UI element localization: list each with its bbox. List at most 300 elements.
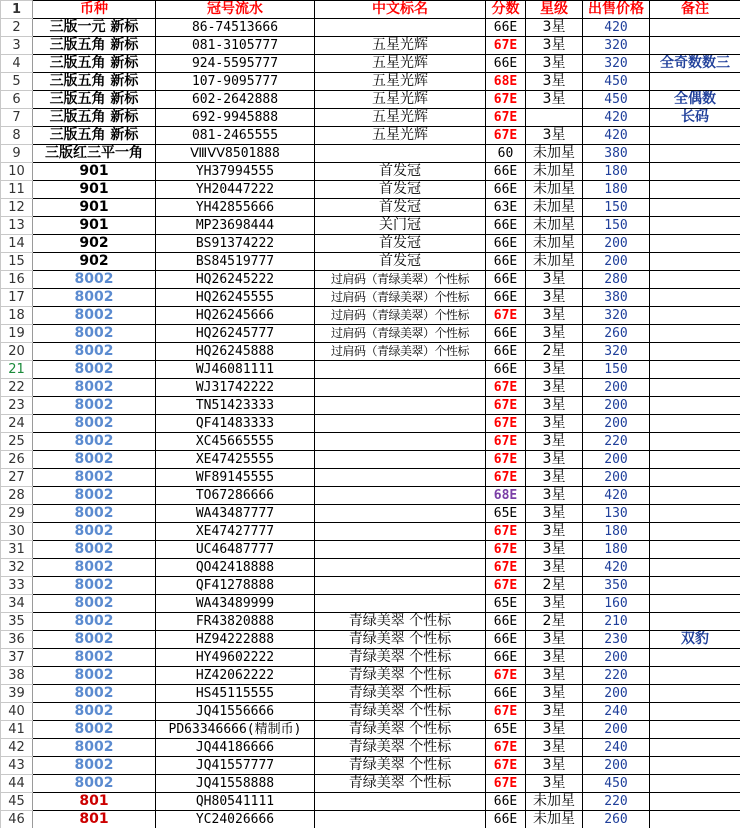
- cell-coin[interactable]: 801: [33, 811, 156, 829]
- row-number[interactable]: 25: [1, 433, 33, 451]
- row-number[interactable]: 29: [1, 505, 33, 523]
- cell-note[interactable]: 双豹: [650, 631, 740, 649]
- cell-price[interactable]: 200: [583, 415, 650, 433]
- row-number[interactable]: 34: [1, 595, 33, 613]
- cell-coin[interactable]: 901: [33, 181, 156, 199]
- cell-coin[interactable]: 8002: [33, 505, 156, 523]
- cell-name[interactable]: 青绿美翠 个性标: [315, 775, 486, 793]
- cell-score[interactable]: 65E: [486, 721, 526, 739]
- cell-price[interactable]: 180: [583, 523, 650, 541]
- cell-price[interactable]: 220: [583, 667, 650, 685]
- cell-star[interactable]: 3星: [526, 505, 583, 523]
- cell-name[interactable]: 青绿美翠 个性标: [315, 757, 486, 775]
- cell-star[interactable]: 未加星: [526, 163, 583, 181]
- cell-name[interactable]: [315, 595, 486, 613]
- cell-score[interactable]: 67E: [486, 433, 526, 451]
- cell-score[interactable]: 67E: [486, 109, 526, 127]
- row-number[interactable]: 27: [1, 469, 33, 487]
- cell-name[interactable]: 五星光辉: [315, 55, 486, 73]
- cell-star[interactable]: 3星: [526, 757, 583, 775]
- cell-name[interactable]: 五星光辉: [315, 109, 486, 127]
- row-number[interactable]: 11: [1, 181, 33, 199]
- cell-star[interactable]: 3星: [526, 289, 583, 307]
- cell-score[interactable]: 67E: [486, 739, 526, 757]
- cell-serial[interactable]: TN51423333: [156, 397, 315, 415]
- cell-coin[interactable]: 801: [33, 793, 156, 811]
- cell-price[interactable]: 150: [583, 217, 650, 235]
- cell-price[interactable]: 200: [583, 649, 650, 667]
- cell-coin[interactable]: 8002: [33, 757, 156, 775]
- cell-note[interactable]: [650, 523, 740, 541]
- cell-star[interactable]: 3星: [526, 721, 583, 739]
- cell-star[interactable]: 未加星: [526, 811, 583, 829]
- cell-price[interactable]: 150: [583, 199, 650, 217]
- cell-name[interactable]: 过肩码（青绿美翠）个性标: [315, 343, 486, 361]
- cell-score[interactable]: 60: [486, 145, 526, 163]
- cell-note[interactable]: 全奇数数三: [650, 55, 740, 73]
- row-number[interactable]: 10: [1, 163, 33, 181]
- cell-name[interactable]: [315, 793, 486, 811]
- cell-price[interactable]: 320: [583, 307, 650, 325]
- cell-star[interactable]: 3星: [526, 379, 583, 397]
- cell-price[interactable]: 200: [583, 451, 650, 469]
- cell-star[interactable]: 未加星: [526, 145, 583, 163]
- cell-name[interactable]: 青绿美翠 个性标: [315, 631, 486, 649]
- cell-price[interactable]: 130: [583, 505, 650, 523]
- cell-price[interactable]: 200: [583, 469, 650, 487]
- cell-star[interactable]: 2星: [526, 343, 583, 361]
- cell-note[interactable]: [650, 37, 740, 55]
- cell-star[interactable]: 3星: [526, 685, 583, 703]
- cell-note[interactable]: [650, 217, 740, 235]
- cell-score[interactable]: 66E: [486, 163, 526, 181]
- cell-name[interactable]: [315, 415, 486, 433]
- cell-serial[interactable]: TO67286666: [156, 487, 315, 505]
- cell-score[interactable]: 66E: [486, 55, 526, 73]
- cell-note[interactable]: [650, 667, 740, 685]
- cell-price[interactable]: 180: [583, 163, 650, 181]
- cell-coin[interactable]: 8002: [33, 685, 156, 703]
- cell-score[interactable]: 63E: [486, 199, 526, 217]
- cell-star[interactable]: 3星: [526, 325, 583, 343]
- cell-price[interactable]: 200: [583, 685, 650, 703]
- cell-serial[interactable]: HQ26245222: [156, 271, 315, 289]
- cell-serial[interactable]: XC45665555: [156, 433, 315, 451]
- cell-serial[interactable]: QO42418888: [156, 559, 315, 577]
- cell-coin[interactable]: 902: [33, 253, 156, 271]
- cell-score[interactable]: 68E: [486, 487, 526, 505]
- row-number[interactable]: 1: [1, 1, 33, 19]
- cell-serial[interactable]: 602-2642888: [156, 91, 315, 109]
- cell-note[interactable]: [650, 559, 740, 577]
- cell-price[interactable]: 420: [583, 127, 650, 145]
- cell-star[interactable]: 未加星: [526, 235, 583, 253]
- cell-note[interactable]: [650, 127, 740, 145]
- cell-price[interactable]: 380: [583, 289, 650, 307]
- header-score[interactable]: 分数: [486, 1, 526, 19]
- cell-serial[interactable]: JQ41558888: [156, 775, 315, 793]
- cell-price[interactable]: 150: [583, 361, 650, 379]
- cell-note[interactable]: [650, 433, 740, 451]
- cell-star[interactable]: 3星: [526, 307, 583, 325]
- cell-name[interactable]: 五星光辉: [315, 37, 486, 55]
- cell-coin[interactable]: 三版五角 新标: [33, 91, 156, 109]
- cell-star[interactable]: 未加星: [526, 199, 583, 217]
- cell-coin[interactable]: 三版五角 新标: [33, 73, 156, 91]
- cell-score[interactable]: 66E: [486, 181, 526, 199]
- header-coin[interactable]: 币种: [33, 1, 156, 19]
- cell-score[interactable]: 66E: [486, 289, 526, 307]
- cell-name[interactable]: [315, 361, 486, 379]
- cell-serial[interactable]: HQ26245888: [156, 343, 315, 361]
- cell-serial[interactable]: WJ46081111: [156, 361, 315, 379]
- cell-note[interactable]: [650, 469, 740, 487]
- cell-price[interactable]: 420: [583, 559, 650, 577]
- cell-name[interactable]: 过肩码（青绿美翠）个性标: [315, 325, 486, 343]
- cell-star[interactable]: 3星: [526, 361, 583, 379]
- cell-note[interactable]: [650, 415, 740, 433]
- cell-coin[interactable]: 8002: [33, 487, 156, 505]
- cell-note[interactable]: [650, 379, 740, 397]
- cell-price[interactable]: 420: [583, 19, 650, 37]
- cell-star[interactable]: 3星: [526, 415, 583, 433]
- cell-price[interactable]: 320: [583, 55, 650, 73]
- cell-coin[interactable]: 8002: [33, 397, 156, 415]
- cell-star[interactable]: 3星: [526, 91, 583, 109]
- row-number[interactable]: 32: [1, 559, 33, 577]
- cell-score[interactable]: 67E: [486, 703, 526, 721]
- cell-serial[interactable]: PD63346666(精制币): [156, 721, 315, 739]
- cell-star[interactable]: 未加星: [526, 253, 583, 271]
- cell-name[interactable]: [315, 469, 486, 487]
- cell-score[interactable]: 66E: [486, 235, 526, 253]
- cell-name[interactable]: 过肩码（青绿美翠）个性标: [315, 307, 486, 325]
- cell-name[interactable]: 青绿美翠 个性标: [315, 721, 486, 739]
- cell-serial[interactable]: YC24026666: [156, 811, 315, 829]
- cell-price[interactable]: 320: [583, 37, 650, 55]
- cell-price[interactable]: 160: [583, 595, 650, 613]
- row-number[interactable]: 46: [1, 811, 33, 829]
- row-number[interactable]: 18: [1, 307, 33, 325]
- cell-coin[interactable]: 8002: [33, 541, 156, 559]
- cell-coin[interactable]: 8002: [33, 379, 156, 397]
- cell-coin[interactable]: 8002: [33, 667, 156, 685]
- cell-price[interactable]: 260: [583, 811, 650, 829]
- cell-price[interactable]: 200: [583, 397, 650, 415]
- cell-serial[interactable]: WF89145555: [156, 469, 315, 487]
- cell-star[interactable]: 3星: [526, 739, 583, 757]
- row-number[interactable]: 8: [1, 127, 33, 145]
- cell-star[interactable]: 3星: [526, 37, 583, 55]
- cell-name[interactable]: 青绿美翠 个性标: [315, 667, 486, 685]
- cell-serial[interactable]: XE47425555: [156, 451, 315, 469]
- cell-star[interactable]: 3星: [526, 595, 583, 613]
- row-number[interactable]: 40: [1, 703, 33, 721]
- cell-name[interactable]: 首发冠: [315, 181, 486, 199]
- cell-coin[interactable]: 8002: [33, 289, 156, 307]
- cell-score[interactable]: 67E: [486, 775, 526, 793]
- cell-score[interactable]: 68E: [486, 73, 526, 91]
- row-number[interactable]: 22: [1, 379, 33, 397]
- cell-score[interactable]: 67E: [486, 577, 526, 595]
- cell-serial[interactable]: JQ41557777: [156, 757, 315, 775]
- cell-coin[interactable]: 8002: [33, 613, 156, 631]
- row-number[interactable]: 39: [1, 685, 33, 703]
- cell-score[interactable]: 67E: [486, 91, 526, 109]
- cell-score[interactable]: 65E: [486, 505, 526, 523]
- cell-score[interactable]: 67E: [486, 667, 526, 685]
- row-number[interactable]: 24: [1, 415, 33, 433]
- cell-note[interactable]: [650, 271, 740, 289]
- row-number[interactable]: 20: [1, 343, 33, 361]
- cell-serial[interactable]: HQ26245777: [156, 325, 315, 343]
- row-number[interactable]: 45: [1, 793, 33, 811]
- cell-name[interactable]: 青绿美翠 个性标: [315, 739, 486, 757]
- row-number[interactable]: 44: [1, 775, 33, 793]
- cell-serial[interactable]: ⅧⅤⅤ8501888: [156, 145, 315, 163]
- cell-score[interactable]: 67E: [486, 541, 526, 559]
- cell-serial[interactable]: XE47427777: [156, 523, 315, 541]
- cell-name[interactable]: 青绿美翠 个性标: [315, 613, 486, 631]
- cell-name[interactable]: [315, 145, 486, 163]
- row-number[interactable]: 4: [1, 55, 33, 73]
- cell-star[interactable]: 3星: [526, 469, 583, 487]
- cell-name[interactable]: [315, 19, 486, 37]
- cell-serial[interactable]: FR43820888: [156, 613, 315, 631]
- cell-price[interactable]: 200: [583, 757, 650, 775]
- cell-score[interactable]: 66E: [486, 343, 526, 361]
- cell-coin[interactable]: 8002: [33, 721, 156, 739]
- cell-price[interactable]: 200: [583, 721, 650, 739]
- cell-coin[interactable]: 8002: [33, 577, 156, 595]
- cell-note[interactable]: [650, 811, 740, 829]
- cell-coin[interactable]: 三版五角 新标: [33, 127, 156, 145]
- cell-note[interactable]: [650, 721, 740, 739]
- cell-coin[interactable]: 三版五角 新标: [33, 109, 156, 127]
- cell-score[interactable]: 66E: [486, 19, 526, 37]
- cell-coin[interactable]: 三版一元 新标: [33, 19, 156, 37]
- row-number[interactable]: 6: [1, 91, 33, 109]
- row-number[interactable]: 43: [1, 757, 33, 775]
- cell-serial[interactable]: 081-2465555: [156, 127, 315, 145]
- cell-price[interactable]: 210: [583, 613, 650, 631]
- cell-name[interactable]: 五星光辉: [315, 91, 486, 109]
- row-number[interactable]: 17: [1, 289, 33, 307]
- cell-coin[interactable]: 三版红三平一角: [33, 145, 156, 163]
- row-number[interactable]: 15: [1, 253, 33, 271]
- cell-coin[interactable]: 8002: [33, 631, 156, 649]
- cell-score[interactable]: 67E: [486, 451, 526, 469]
- cell-note[interactable]: [650, 739, 740, 757]
- cell-star[interactable]: 2星: [526, 613, 583, 631]
- cell-price[interactable]: 280: [583, 271, 650, 289]
- cell-score[interactable]: 67E: [486, 523, 526, 541]
- row-number[interactable]: 13: [1, 217, 33, 235]
- cell-coin[interactable]: 8002: [33, 523, 156, 541]
- cell-note[interactable]: [650, 145, 740, 163]
- cell-note[interactable]: 长码: [650, 109, 740, 127]
- cell-name[interactable]: 首发冠: [315, 253, 486, 271]
- cell-price[interactable]: 450: [583, 73, 650, 91]
- cell-name[interactable]: 关门冠: [315, 217, 486, 235]
- row-number[interactable]: 38: [1, 667, 33, 685]
- cell-score[interactable]: 66E: [486, 217, 526, 235]
- cell-coin[interactable]: 901: [33, 163, 156, 181]
- cell-note[interactable]: [650, 289, 740, 307]
- cell-price[interactable]: 180: [583, 541, 650, 559]
- cell-star[interactable]: 3星: [526, 667, 583, 685]
- cell-serial[interactable]: 081-3105777: [156, 37, 315, 55]
- cell-name[interactable]: [315, 433, 486, 451]
- cell-star[interactable]: 3星: [526, 73, 583, 91]
- cell-score[interactable]: 67E: [486, 757, 526, 775]
- cell-serial[interactable]: HZ42062222: [156, 667, 315, 685]
- cell-price[interactable]: 200: [583, 379, 650, 397]
- cell-coin[interactable]: 8002: [33, 451, 156, 469]
- cell-score[interactable]: 67E: [486, 397, 526, 415]
- cell-serial[interactable]: 692-9945888: [156, 109, 315, 127]
- cell-note[interactable]: [650, 397, 740, 415]
- cell-name[interactable]: 过肩码（青绿美翠）个性标: [315, 271, 486, 289]
- cell-note[interactable]: [650, 649, 740, 667]
- cell-note[interactable]: [650, 73, 740, 91]
- cell-coin[interactable]: 三版五角 新标: [33, 37, 156, 55]
- cell-note[interactable]: [650, 253, 740, 271]
- cell-serial[interactable]: WJ31742222: [156, 379, 315, 397]
- row-number[interactable]: 23: [1, 397, 33, 415]
- cell-coin[interactable]: 902: [33, 235, 156, 253]
- row-number[interactable]: 12: [1, 199, 33, 217]
- row-number[interactable]: 5: [1, 73, 33, 91]
- cell-star[interactable]: 3星: [526, 775, 583, 793]
- cell-score[interactable]: 67E: [486, 307, 526, 325]
- cell-note[interactable]: [650, 487, 740, 505]
- cell-star[interactable]: 未加星: [526, 217, 583, 235]
- cell-note[interactable]: [650, 685, 740, 703]
- cell-price[interactable]: 420: [583, 109, 650, 127]
- cell-coin[interactable]: 8002: [33, 739, 156, 757]
- cell-price[interactable]: 180: [583, 181, 650, 199]
- cell-coin[interactable]: 8002: [33, 271, 156, 289]
- cell-star[interactable]: 3星: [526, 19, 583, 37]
- cell-score[interactable]: 66E: [486, 325, 526, 343]
- cell-note[interactable]: [650, 793, 740, 811]
- cell-coin[interactable]: 8002: [33, 325, 156, 343]
- cell-serial[interactable]: BS91374222: [156, 235, 315, 253]
- cell-price[interactable]: 220: [583, 433, 650, 451]
- cell-serial[interactable]: QF41483333: [156, 415, 315, 433]
- cell-note[interactable]: [650, 775, 740, 793]
- cell-score[interactable]: 66E: [486, 253, 526, 271]
- cell-score[interactable]: 65E: [486, 595, 526, 613]
- row-number[interactable]: 21: [1, 361, 33, 379]
- cell-serial[interactable]: BS84519777: [156, 253, 315, 271]
- cell-note[interactable]: [650, 613, 740, 631]
- cell-name[interactable]: 五星光辉: [315, 127, 486, 145]
- cell-note[interactable]: [650, 325, 740, 343]
- cell-note[interactable]: 全偶数: [650, 91, 740, 109]
- cell-coin[interactable]: 8002: [33, 343, 156, 361]
- row-number[interactable]: 42: [1, 739, 33, 757]
- cell-serial[interactable]: YH37994555: [156, 163, 315, 181]
- header-star[interactable]: 星级: [526, 1, 583, 19]
- cell-score[interactable]: 66E: [486, 793, 526, 811]
- cell-coin[interactable]: 三版五角 新标: [33, 55, 156, 73]
- cell-name[interactable]: 首发冠: [315, 199, 486, 217]
- cell-price[interactable]: 420: [583, 487, 650, 505]
- cell-price[interactable]: 450: [583, 91, 650, 109]
- cell-serial[interactable]: 924-5595777: [156, 55, 315, 73]
- cell-score[interactable]: 66E: [486, 811, 526, 829]
- cell-name[interactable]: [315, 577, 486, 595]
- cell-note[interactable]: [650, 541, 740, 559]
- cell-name[interactable]: 青绿美翠 个性标: [315, 685, 486, 703]
- cell-star[interactable]: 3星: [526, 649, 583, 667]
- cell-serial[interactable]: YH20447222: [156, 181, 315, 199]
- cell-coin[interactable]: 8002: [33, 433, 156, 451]
- cell-name[interactable]: 过肩码（青绿美翠）个性标: [315, 289, 486, 307]
- cell-serial[interactable]: HS45115555: [156, 685, 315, 703]
- cell-name[interactable]: [315, 487, 486, 505]
- cell-serial[interactable]: HQ26245666: [156, 307, 315, 325]
- row-number[interactable]: 19: [1, 325, 33, 343]
- cell-coin[interactable]: 901: [33, 199, 156, 217]
- row-number[interactable]: 2: [1, 19, 33, 37]
- row-number[interactable]: 41: [1, 721, 33, 739]
- cell-star[interactable]: 3星: [526, 541, 583, 559]
- cell-note[interactable]: [650, 361, 740, 379]
- row-number[interactable]: 33: [1, 577, 33, 595]
- row-number[interactable]: 3: [1, 37, 33, 55]
- cell-coin[interactable]: 8002: [33, 775, 156, 793]
- cell-score[interactable]: 66E: [486, 649, 526, 667]
- cell-coin[interactable]: 8002: [33, 703, 156, 721]
- row-number[interactable]: 9: [1, 145, 33, 163]
- cell-note[interactable]: [650, 343, 740, 361]
- cell-star[interactable]: 3星: [526, 397, 583, 415]
- cell-note[interactable]: [650, 451, 740, 469]
- cell-star[interactable]: 2星: [526, 577, 583, 595]
- cell-serial[interactable]: 107-9095777: [156, 73, 315, 91]
- cell-serial[interactable]: UC46487777: [156, 541, 315, 559]
- cell-note[interactable]: [650, 595, 740, 613]
- cell-price[interactable]: 240: [583, 703, 650, 721]
- row-number[interactable]: 7: [1, 109, 33, 127]
- cell-serial[interactable]: QF41278888: [156, 577, 315, 595]
- cell-serial[interactable]: WA43489999: [156, 595, 315, 613]
- row-number[interactable]: 14: [1, 235, 33, 253]
- cell-note[interactable]: [650, 757, 740, 775]
- cell-star[interactable]: 未加星: [526, 181, 583, 199]
- cell-price[interactable]: 320: [583, 343, 650, 361]
- row-number[interactable]: 37: [1, 649, 33, 667]
- cell-coin[interactable]: 8002: [33, 415, 156, 433]
- cell-coin[interactable]: 8002: [33, 595, 156, 613]
- cell-star[interactable]: 3星: [526, 703, 583, 721]
- cell-star[interactable]: 3星: [526, 55, 583, 73]
- cell-star[interactable]: 3星: [526, 433, 583, 451]
- header-serial[interactable]: 冠号流水: [156, 1, 315, 19]
- cell-name[interactable]: 青绿美翠 个性标: [315, 649, 486, 667]
- cell-price[interactable]: 260: [583, 325, 650, 343]
- cell-note[interactable]: [650, 235, 740, 253]
- cell-coin[interactable]: 8002: [33, 649, 156, 667]
- header-name[interactable]: 中文标名: [315, 1, 486, 19]
- cell-serial[interactable]: MP23698444: [156, 217, 315, 235]
- cell-name[interactable]: [315, 541, 486, 559]
- cell-name[interactable]: 青绿美翠 个性标: [315, 703, 486, 721]
- cell-score[interactable]: 67E: [486, 127, 526, 145]
